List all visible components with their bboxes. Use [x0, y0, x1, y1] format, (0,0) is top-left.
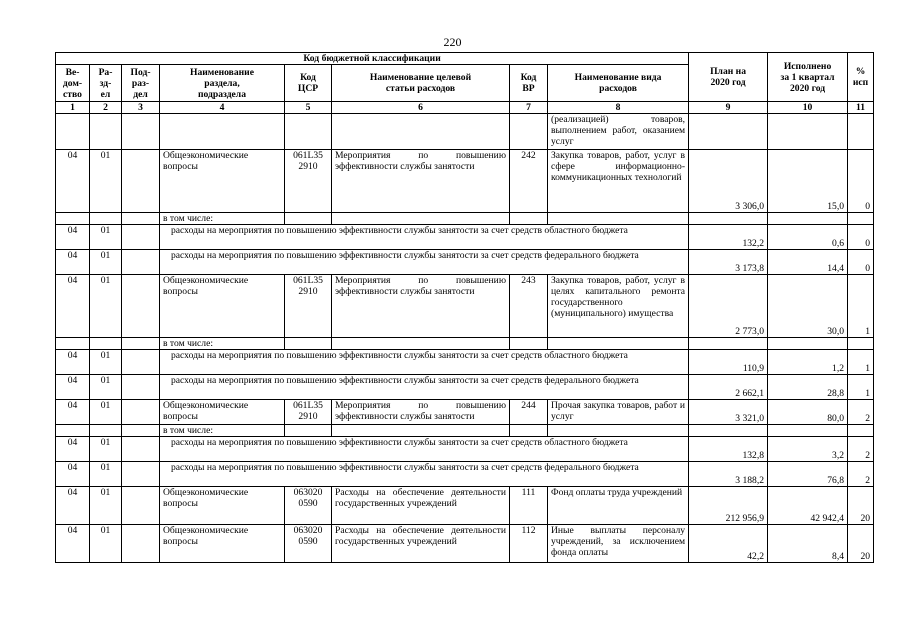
cell-plan: 212 956,9	[689, 487, 768, 525]
cell-section-name	[160, 114, 285, 150]
cell-section-name: Общеэкономические вопросы	[160, 275, 285, 338]
cell-podr	[122, 487, 160, 525]
cell-sub-text: расходы на мероприятия по повышению эффективности службы занятости за счет средств областного бюджета	[160, 225, 689, 250]
cell-done: 42 942,4	[768, 487, 848, 525]
cell-razd: 01	[90, 150, 122, 213]
cell-sub-text: расходы на мероприятия по повышению эффективности службы занятости за счет средств областного бюджета	[160, 437, 689, 462]
cell-plan: 2 773,0	[689, 275, 768, 338]
col-number: 6	[332, 102, 510, 114]
cell-pct	[848, 114, 874, 150]
cell-vr-name: Закупка товаров, работ, услуг в целях капитального ремонта государственного (муниципального) имущества	[548, 275, 689, 338]
table-subrow	[56, 250, 874, 275]
table-row	[56, 487, 874, 525]
cell-done	[768, 114, 848, 150]
cell-ved: 04	[56, 150, 90, 213]
cell-vr-name: Фонд оплаты труда учреждений	[548, 487, 689, 525]
table-subrow	[56, 350, 874, 375]
col-number: 5	[285, 102, 332, 114]
col-number: 4	[160, 102, 285, 114]
cell-ved: 04	[56, 525, 90, 563]
cell-plan: 42,2	[689, 525, 768, 563]
cell-ved: 04	[56, 225, 90, 250]
cell-done: 1,2	[768, 350, 848, 375]
table-incl-row	[56, 213, 874, 225]
cell-pct: 2	[848, 400, 874, 425]
table-row	[56, 525, 874, 563]
cell-razd: 01	[90, 375, 122, 400]
cell-razd: 01	[90, 400, 122, 425]
cell-podr	[122, 525, 160, 563]
cell-empty	[510, 425, 548, 437]
cell-empty	[768, 425, 848, 437]
cell-empty	[56, 425, 90, 437]
cell-ved: 04	[56, 487, 90, 525]
cell-empty	[548, 338, 689, 350]
cell-empty	[768, 338, 848, 350]
header-section-name: Наименование раздела, подраздела	[160, 65, 285, 102]
cell-csr: 061L35 2910	[285, 150, 332, 213]
cell-sub-text: расходы на мероприятия по повышению эффективности службы занятости за счет средств федерального бюджета	[160, 250, 689, 275]
cell-empty	[90, 425, 122, 437]
cell-empty	[56, 338, 90, 350]
cell-empty	[56, 213, 90, 225]
cell-vr: 112	[510, 525, 548, 563]
cell-sub-text: расходы на мероприятия по повышению эффективности службы занятости за счет средств федерального бюджета	[160, 462, 689, 487]
cell-empty	[122, 213, 160, 225]
col-number: 11	[848, 102, 874, 114]
cell-empty	[285, 425, 332, 437]
table-row	[56, 150, 874, 213]
cell-empty	[332, 213, 510, 225]
cell-done: 14,4	[768, 250, 848, 275]
cell-empty	[122, 250, 160, 275]
cell-csr: 061L35 2910	[285, 275, 332, 338]
cell-vr-name: (реализацией) товаров, выполнением работ, оказанием услуг	[548, 114, 689, 150]
cell-razd: 01	[90, 525, 122, 563]
cell-plan: 3 188,2	[689, 462, 768, 487]
cell-podr	[122, 400, 160, 425]
cell-razd: 01	[90, 225, 122, 250]
cell-pct: 0	[848, 150, 874, 213]
cell-empty	[848, 213, 874, 225]
cell-vr: 242	[510, 150, 548, 213]
cell-pct: 2	[848, 437, 874, 462]
cell-done: 15,0	[768, 150, 848, 213]
header-csr: Код ЦСР	[285, 65, 332, 102]
cell-pct: 1	[848, 375, 874, 400]
cell-empty	[689, 213, 768, 225]
cell-pct: 1	[848, 275, 874, 338]
cell-incl-label: в том числе:	[160, 425, 285, 437]
cell-ved: 04	[56, 462, 90, 487]
cell-csr-name: Расходы на обеспечение деятельности государственных учреждений	[332, 487, 510, 525]
cell-empty	[689, 338, 768, 350]
table-subrow	[56, 375, 874, 400]
cell-pct: 1	[848, 350, 874, 375]
cell-csr-name: Мероприятия по повышению эффективности службы занятости	[332, 275, 510, 338]
cell-podr	[122, 150, 160, 213]
table-body	[56, 114, 874, 563]
cell-vr	[510, 114, 548, 150]
cell-empty	[548, 425, 689, 437]
cell-done: 28,8	[768, 375, 848, 400]
col-number: 1	[56, 102, 90, 114]
cell-empty	[122, 462, 160, 487]
cell-razd: 01	[90, 275, 122, 338]
cell-done: 76,8	[768, 462, 848, 487]
header-done: Исполнено за 1 квартал 2020 год	[768, 53, 848, 102]
cell-empty	[285, 338, 332, 350]
cell-empty	[90, 213, 122, 225]
cell-plan: 132,2	[689, 225, 768, 250]
cell-done: 80,0	[768, 400, 848, 425]
cell-section-name: Общеэкономические вопросы	[160, 487, 285, 525]
cell-ved: 04	[56, 250, 90, 275]
cell-sub-text: расходы на мероприятия по повышению эффективности службы занятости за счет средств областного бюджета	[160, 350, 689, 375]
cell-plan: 3 306,0	[689, 150, 768, 213]
header-vr-name: Наименование вида расходов	[548, 65, 689, 102]
cell-vr: 243	[510, 275, 548, 338]
cell-csr-name: Расходы на обеспечение деятельности государственных учреждений	[332, 525, 510, 563]
cell-pct: 20	[848, 487, 874, 525]
cell-empty	[90, 338, 122, 350]
cell-csr: 061L35 2910	[285, 400, 332, 425]
col-number: 3	[122, 102, 160, 114]
cell-empty	[122, 425, 160, 437]
header-podr: Под- раз- дел	[122, 65, 160, 102]
cell-empty	[689, 425, 768, 437]
cell-done: 0,6	[768, 225, 848, 250]
col-number: 10	[768, 102, 848, 114]
cell-empty	[285, 213, 332, 225]
table-subrow	[56, 437, 874, 462]
cell-incl-label: в том числе:	[160, 213, 285, 225]
page-number: 220	[443, 35, 462, 49]
cell-razd: 01	[90, 487, 122, 525]
cell-csr-name: Мероприятия по повышению эффективности службы занятости	[332, 400, 510, 425]
table-incl-row	[56, 425, 874, 437]
cell-empty	[768, 213, 848, 225]
cell-plan: 3 321,0	[689, 400, 768, 425]
header-razd: Ра- зд- ел	[90, 65, 122, 102]
cell-empty	[332, 425, 510, 437]
cell-razd: 01	[90, 350, 122, 375]
table-subrow	[56, 225, 874, 250]
cell-razd: 01	[90, 437, 122, 462]
table-incl-row	[56, 338, 874, 350]
header-csr-name: Наименование целевой статьи расходов	[332, 65, 510, 102]
cell-plan: 132,8	[689, 437, 768, 462]
cell-empty	[332, 338, 510, 350]
cell-pct: 2	[848, 462, 874, 487]
cell-ved: 04	[56, 400, 90, 425]
col-number: 9	[689, 102, 768, 114]
table-row	[56, 114, 874, 150]
cell-razd: 01	[90, 250, 122, 275]
cell-csr: 063020 0590	[285, 525, 332, 563]
cell-ved: 04	[56, 275, 90, 338]
cell-csr-name: Мероприятия по повышению эффективности службы занятости	[332, 150, 510, 213]
cell-ved	[56, 114, 90, 150]
cell-incl-label: в том числе:	[160, 338, 285, 350]
col-number: 8	[548, 102, 689, 114]
cell-csr	[285, 114, 332, 150]
cell-empty	[122, 437, 160, 462]
cell-ved: 04	[56, 350, 90, 375]
col-number: 2	[90, 102, 122, 114]
cell-empty	[122, 338, 160, 350]
cell-empty	[122, 350, 160, 375]
cell-pct: 20	[848, 525, 874, 563]
cell-empty	[510, 213, 548, 225]
cell-plan: 3 173,8	[689, 250, 768, 275]
cell-podr	[122, 275, 160, 338]
table-row	[56, 400, 874, 425]
cell-pct: 0	[848, 250, 874, 275]
budget-table	[55, 52, 874, 563]
table-subrow	[56, 462, 874, 487]
col-number: 7	[510, 102, 548, 114]
header-plan: План на 2020 год	[689, 53, 768, 102]
cell-razd	[90, 114, 122, 150]
table-row	[56, 275, 874, 338]
header-ved: Ве- дом- ство	[56, 65, 90, 102]
cell-empty	[848, 338, 874, 350]
cell-empty	[548, 213, 689, 225]
cell-section-name: Общеэкономические вопросы	[160, 525, 285, 563]
cell-done: 8,4	[768, 525, 848, 563]
header-pct: % исп	[848, 53, 874, 102]
cell-empty	[510, 338, 548, 350]
cell-plan	[689, 114, 768, 150]
cell-done: 3,2	[768, 437, 848, 462]
cell-vr: 111	[510, 487, 548, 525]
cell-empty	[848, 425, 874, 437]
cell-vr-name: Иные выплаты персоналу учреждений, за исключением фонда оплаты	[548, 525, 689, 563]
cell-vr-name: Прочая закупка товаров, работ и услуг	[548, 400, 689, 425]
header-group-budget-code: Код бюджетной классификации	[56, 53, 689, 65]
cell-vr-name: Закупка товаров, работ, услуг в сфере информационно-коммуникационных технологий	[548, 150, 689, 213]
cell-empty	[122, 225, 160, 250]
cell-ved: 04	[56, 375, 90, 400]
cell-section-name: Общеэкономические вопросы	[160, 150, 285, 213]
cell-empty	[122, 375, 160, 400]
cell-done: 30,0	[768, 275, 848, 338]
cell-ved: 04	[56, 437, 90, 462]
cell-csr-name	[332, 114, 510, 150]
cell-pct: 0	[848, 225, 874, 250]
cell-razd: 01	[90, 462, 122, 487]
cell-plan: 2 662,1	[689, 375, 768, 400]
cell-podr	[122, 114, 160, 150]
cell-plan: 110,9	[689, 350, 768, 375]
cell-section-name: Общеэкономические вопросы	[160, 400, 285, 425]
cell-sub-text: расходы на мероприятия по повышению эффективности службы занятости за счет средств федерального бюджета	[160, 375, 689, 400]
cell-csr: 063020 0590	[285, 487, 332, 525]
cell-vr: 244	[510, 400, 548, 425]
header-vr: Код ВР	[510, 65, 548, 102]
